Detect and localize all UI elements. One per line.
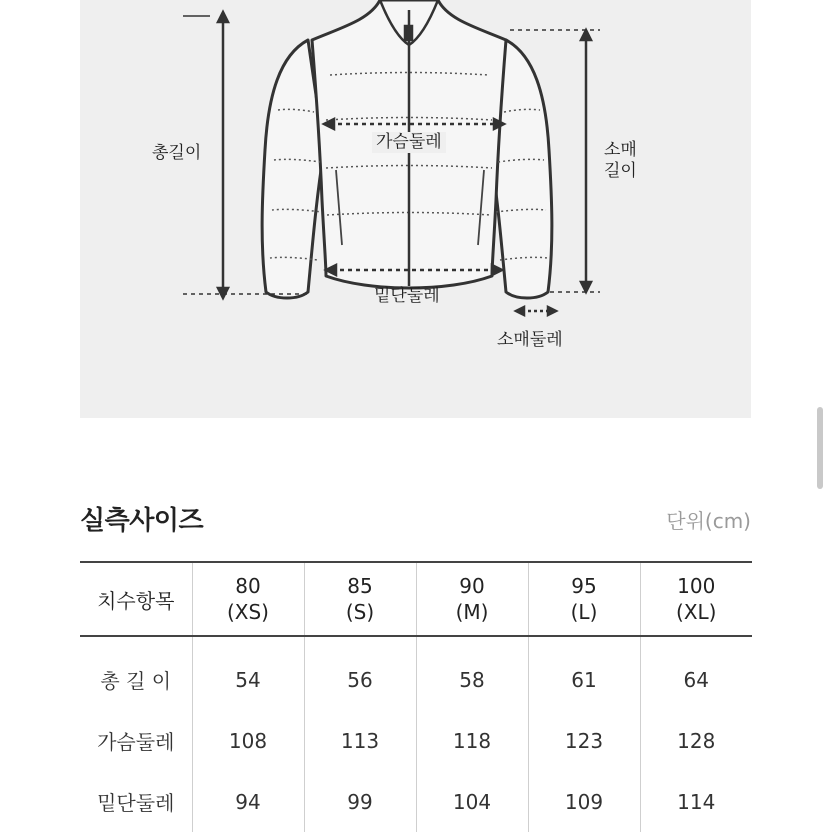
size-code: (M) — [455, 600, 489, 624]
table-cell: 54 — [192, 636, 304, 710]
table-cell: 114 — [640, 771, 752, 832]
table-cell: 61 — [528, 636, 640, 710]
table-row-total-length — [80, 636, 752, 710]
label-sleeve-line2: 길이 — [604, 161, 637, 181]
section-title: 실측사이즈 — [80, 506, 204, 536]
table-cell: 56 — [304, 636, 416, 710]
row-label: 총 길 이 — [100, 669, 172, 693]
header-size-xl — [640, 562, 752, 636]
table-cell: 113 — [304, 710, 416, 771]
row-label: 가슴둘레 — [97, 730, 175, 754]
size-number: 95 — [571, 574, 597, 598]
scrollbar-thumb[interactable] — [817, 407, 823, 489]
unit-label: 단위(cm) — [666, 509, 751, 533]
table-cell: 123 — [528, 710, 640, 771]
jacket-measurement-diagram — [80, 0, 751, 418]
size-number: 90 — [459, 574, 485, 598]
table-cell: 128 — [640, 710, 752, 771]
size-number: 85 — [347, 574, 373, 598]
size-number: 80 — [235, 574, 261, 598]
size-number: 100 — [677, 574, 716, 598]
table-cell: 58 — [416, 636, 528, 710]
size-code: (XS) — [226, 600, 269, 624]
size-table — [80, 561, 752, 832]
size-code: (XL) — [676, 600, 717, 624]
table-cell: 109 — [528, 771, 640, 832]
table-cell: 94 — [192, 771, 304, 832]
header-size-xs — [192, 562, 304, 636]
row-label: 밑단둘레 — [97, 791, 175, 815]
table-row-chest — [80, 710, 752, 771]
table-cell: 108 — [192, 710, 304, 771]
header-size-l — [528, 562, 640, 636]
table-header-row — [80, 562, 752, 636]
label-hem: 밑단둘레 — [374, 286, 440, 306]
header-label: 치수항목 — [80, 562, 192, 636]
jacket-illustration — [80, 0, 751, 418]
table-cell: 99 — [304, 771, 416, 832]
table-cell: 118 — [416, 710, 528, 771]
label-total-length: 총길이 — [152, 143, 202, 163]
label-sleeve-line1: 소매 — [604, 140, 637, 160]
label-cuff: 소매둘레 — [497, 330, 563, 350]
size-code: (L) — [570, 600, 598, 624]
header-size-s — [304, 562, 416, 636]
table-row-hem — [80, 771, 752, 832]
table-cell: 64 — [640, 636, 752, 710]
table-cell: 104 — [416, 771, 528, 832]
header-size-m — [416, 562, 528, 636]
size-code: (S) — [345, 600, 375, 624]
label-chest: 가슴둘레 — [372, 132, 446, 153]
